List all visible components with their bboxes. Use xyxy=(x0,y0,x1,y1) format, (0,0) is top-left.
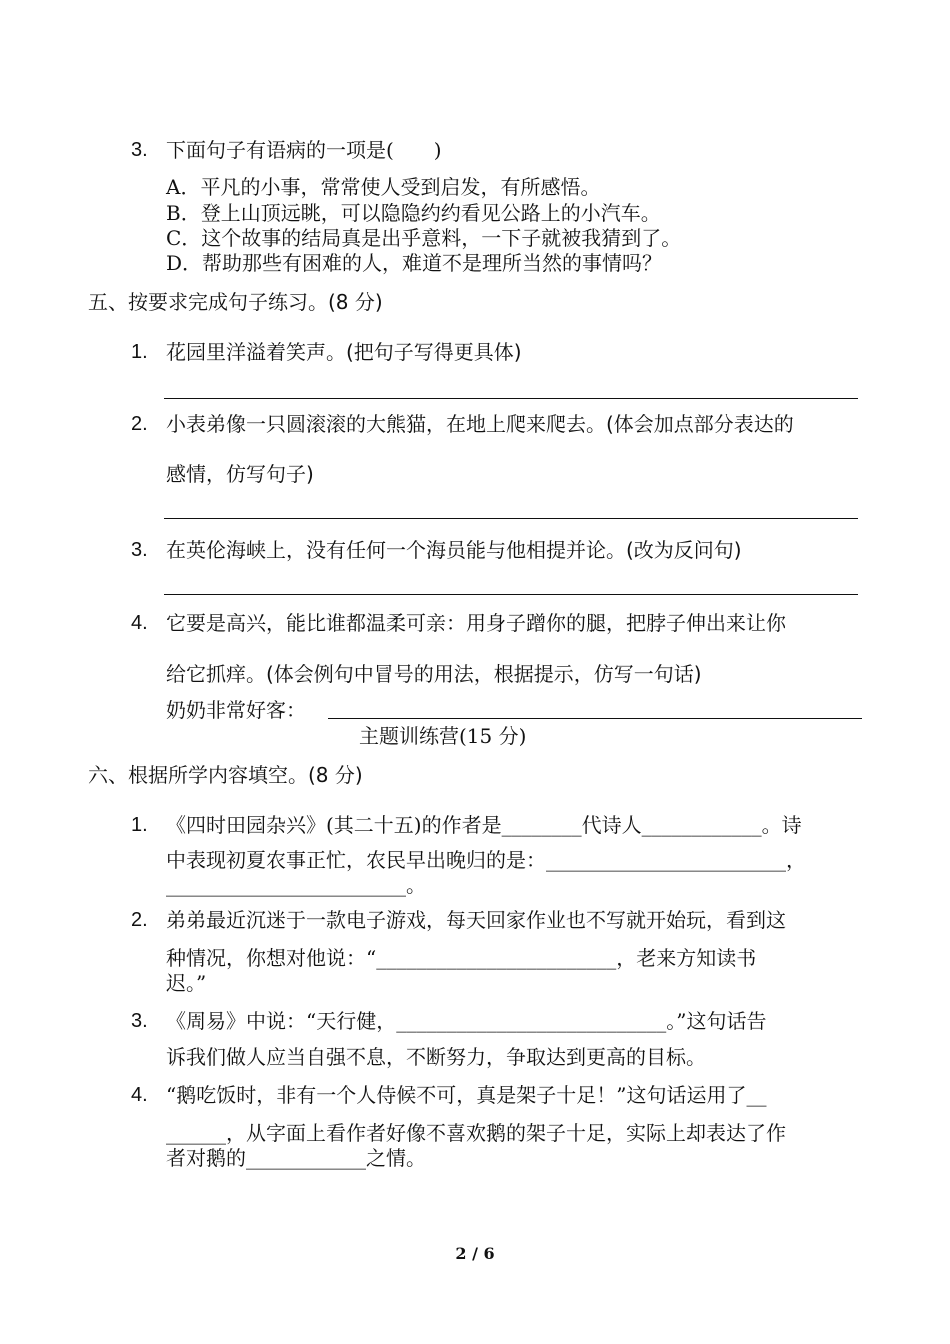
answer-line-s5-4[interactable] xyxy=(328,718,862,719)
section-6-heading: 六、根据所学内容填空。(8 分) xyxy=(88,763,363,787)
s6-item-2-line-1: 弟弟最近沉迷于一款电子游戏，每天回家作业也不写就开始玩，看到这 xyxy=(166,908,786,932)
s6-item-1-line-1: 《四时田园杂兴》(其二十五)的作者是________代诗人____________。诗 xyxy=(166,813,802,837)
s6-item-4-line-3: 者对鹅的____________之情。 xyxy=(166,1146,426,1170)
s6-item-4-line-2: ______，从字面上看作者好像不喜欢鹅的架子十足，实际上却表达了作 xyxy=(166,1121,786,1145)
answer-line-s5-1[interactable] xyxy=(164,398,858,399)
s6-item-2-line-3: 迟。” xyxy=(166,971,207,995)
question-3-number: 3. xyxy=(131,139,148,161)
section-5-heading: 五、按要求完成句子练习。(8 分) xyxy=(88,290,383,314)
s5-item-3-line xyxy=(166,537,742,563)
s5-item-4-number: 4. xyxy=(131,612,148,634)
s5-item-3-text: 在英伦海峡上，没有任何一个海员能与他相提并论。 xyxy=(166,538,626,562)
s5-item-1-number: 1. xyxy=(131,341,148,363)
s6-item-3-number: 3. xyxy=(131,1010,148,1032)
s5-item-1-text: 花园里洋溢着笑声。 xyxy=(166,340,346,364)
s6-item-2-line-2: 种情况，你想对他说：“________________________，老来方知读书 xyxy=(166,946,757,970)
s5-item-4-line-2 xyxy=(166,661,702,687)
s5-item-4-text: 它要是高兴，能比谁都温柔可亲：用身子蹭你的腿，把脖子伸出来让你 xyxy=(166,611,786,635)
s5-item-2-hint-2: 感情，仿写句子) xyxy=(166,462,314,486)
answer-line-s5-2[interactable] xyxy=(164,518,858,519)
s5-item-3-hint: (改为反问句) xyxy=(626,538,742,562)
option-b: B．登上山顶远眺，可以隐隐约约看见公路上的小汽车。 xyxy=(166,201,661,225)
s6-item-1-line-3: ________________________。 xyxy=(166,873,426,897)
s5-item-1-line xyxy=(166,339,522,365)
s6-item-3-line-1: 《周易》中说：“天行健，___________________________。”这句话告 xyxy=(166,1009,767,1033)
option-d: D．帮助那些有困难的人，难道不是理所当然的事情吗？ xyxy=(166,251,663,275)
s5-item-4-text-2: 给它抓痒。 xyxy=(166,662,266,686)
s5-item-2-number: 2. xyxy=(131,413,148,435)
s5-item-2-text: 小表弟像一只圆滚滚的大熊猫，在地上爬来爬去。 xyxy=(166,412,606,436)
s6-item-1-number: 1. xyxy=(131,814,148,836)
s6-item-2-number: 2. xyxy=(131,909,148,931)
s6-item-4-line-1: “鹅吃饭时，非有一个人侍候不可，真是架子十足！”这句话运用了__ xyxy=(166,1083,767,1107)
s5-item-1-hint: (把句子写得更具体) xyxy=(346,340,522,364)
answer-line-s5-3[interactable] xyxy=(164,594,858,595)
page-number: 2 / 6 xyxy=(455,1244,495,1263)
option-a: A．平凡的小事，常常使人受到启发，有所感悟。 xyxy=(166,175,601,199)
s6-item-4-number: 4. xyxy=(131,1084,148,1106)
s5-item-2-hint-1: (体会加点部分表达的 xyxy=(606,412,794,436)
s5-item-4-hint: (体会例句中冒号的用法，根据提示，仿写一句话) xyxy=(266,662,702,686)
s5-item-4-prompt: 奶奶非常好客： xyxy=(166,698,306,722)
question-3-text: 下面句子有语病的一项是( ) xyxy=(166,138,442,162)
s5-item-3-number: 3. xyxy=(131,539,148,561)
s6-item-1-line-2: 中表现初夏农事正忙，农民早出晚归的是：________________________， xyxy=(166,848,806,872)
theme-camp-title: 主题训练营(15 分) xyxy=(359,724,527,748)
option-c: C．这个故事的结局真是出乎意料，一下子就被我猜到了。 xyxy=(166,226,682,250)
s6-item-3-line-2: 诉我们做人应当自强不息，不断努力，争取达到更高的目标。 xyxy=(166,1045,706,1069)
s5-item-2-line xyxy=(166,411,794,437)
